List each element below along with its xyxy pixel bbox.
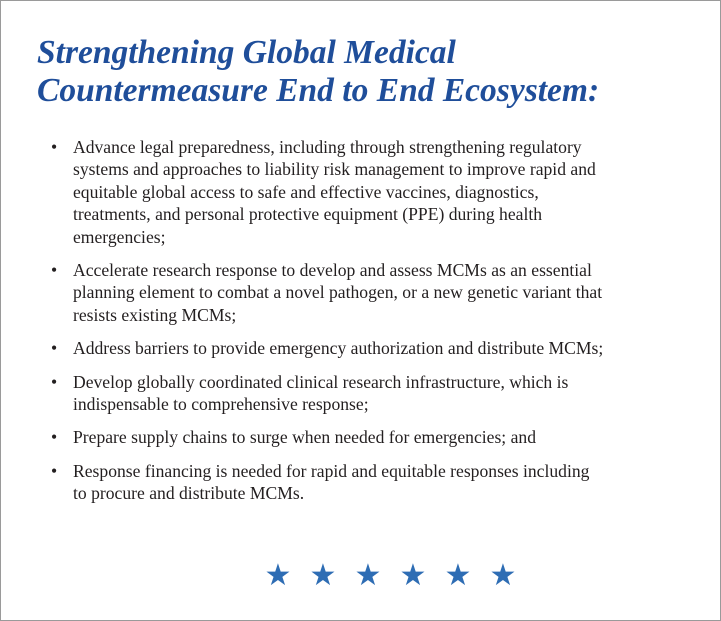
bullet-dot: • — [51, 460, 58, 481]
bullet-text-line: planning element to combat a novel pathogen, or a new genetic variant that — [73, 282, 603, 303]
bullet-text-line: emergencies; — [73, 226, 166, 247]
bullet-dot: • — [51, 427, 58, 448]
bullet-text-line: treatments, and personal protective equipment (PPE) during health — [73, 204, 543, 225]
bullet-item-response-financing — [51, 460, 691, 505]
bullet-text-line: to procure and distribute MCMs. — [73, 483, 305, 504]
bullet-text-line: indispensable to comprehensive response; — [73, 394, 369, 415]
bullet-text-line: Address barriers to provide emergency authorization and distribute MCMs; — [73, 338, 604, 359]
page-title — [37, 34, 599, 110]
star-icon: ★ — [489, 558, 517, 593]
star-icon: ★ — [264, 558, 292, 593]
bullet-dot: • — [51, 260, 58, 281]
bullet-list — [51, 136, 691, 516]
bullet-item-accelerate-research — [51, 259, 691, 326]
star-divider — [261, 558, 520, 593]
bullet-text-line: Response financing is needed for rapid and equitable responses including — [73, 460, 590, 481]
bullet-text-line: Develop globally coordinated clinical research infrastructure, which is — [73, 371, 569, 392]
bullet-dot: • — [51, 338, 58, 359]
title-line-1: Strengthening Global Medical — [37, 34, 456, 71]
bullet-dot: • — [51, 371, 58, 392]
star-icon: ★ — [444, 558, 472, 593]
bullet-item-supply-chains — [51, 426, 691, 448]
bullet-item-legal-preparedness — [51, 136, 691, 248]
bullet-item-address-barriers — [51, 337, 691, 359]
bullet-text-line: resists existing MCMs; — [73, 304, 237, 325]
bullet-text-line: equitable global access to safe and effective vaccines, diagnostics, — [73, 181, 539, 202]
bullet-dot: • — [51, 137, 58, 157]
bullet-text-line: Prepare supply chains to surge when needed for emergencies; and — [73, 427, 536, 448]
bullet-text-line: systems and approaches to liability risk management to improve rapid and — [73, 159, 596, 180]
star-icon: ★ — [309, 558, 337, 593]
star-icon: ★ — [399, 558, 427, 593]
bullet-item-clinical-research — [51, 371, 691, 416]
bullet-text-line: Advance legal preparedness, including through strengthening regulatory — [73, 137, 582, 157]
title-line-2: Countermeasure End to End Ecosystem: — [37, 72, 600, 109]
star-icon: ★ — [354, 558, 382, 593]
bullet-text-line: Accelerate research response to develop and assess MCMs as an essential — [73, 260, 592, 281]
